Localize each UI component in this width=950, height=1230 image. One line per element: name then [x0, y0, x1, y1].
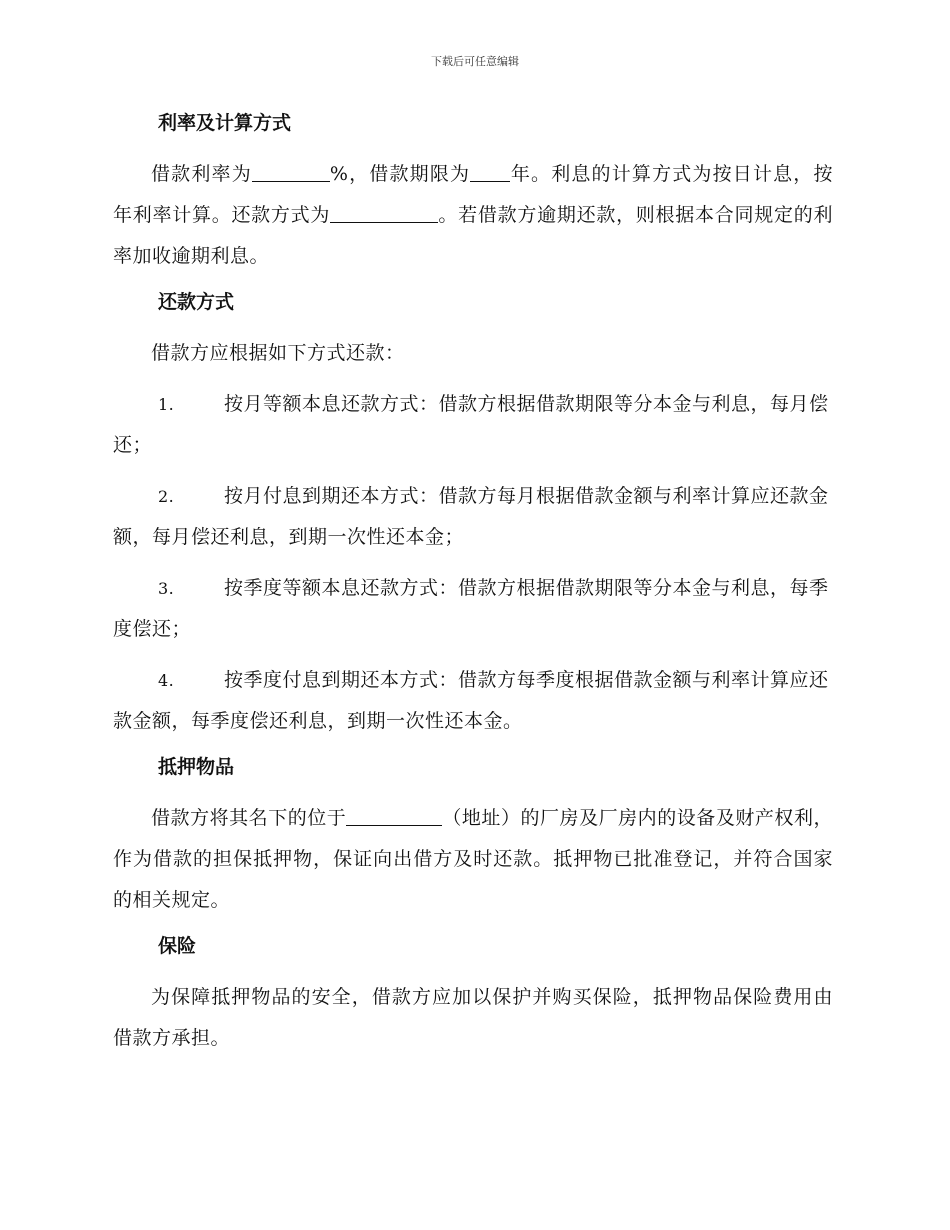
list-item-text: 按季度等额本息还款方式：借款方根据借款期限等分本金与利息，每季度偿还； — [113, 577, 829, 640]
interest-text-a: 借款利率为 — [151, 163, 252, 185]
page-header: 下载后可任意编辑 — [431, 55, 519, 68]
paragraph-collateral — [113, 798, 833, 921]
interest-rate-blank — [252, 161, 330, 182]
section-title-insurance: 保险 — [158, 935, 197, 957]
address-blank — [346, 805, 442, 826]
paragraph-interest — [113, 154, 833, 277]
list-item — [113, 384, 833, 466]
collateral-text-b: （地址）的厂房及厂房内的设备及财产权利，作为借款的担保抵押物，保证向出借方及时还款。抵押物已批准登记，并符合国家的相关规定。 — [113, 807, 833, 911]
collateral-text-a: 借款方将其名下的位于 — [151, 807, 347, 829]
list-item-text: 按月付息到期还本方式：借款方每月根据借款金额与利率计算应还款金额，每月偿还利息，到期一次性还本金； — [113, 485, 829, 548]
interest-text-c: 年。利息的计算方式为按日计息，按年利率计算。还款方式为 — [113, 163, 833, 226]
paragraph-insurance: 为保障抵押物品的安全，借款方应加以保护并购买保险，抵押物品保险费用由借款方承担。 — [113, 986, 833, 1049]
section-title-collateral: 抵押物品 — [158, 756, 235, 778]
interest-text-b: %，借款期限为 — [329, 163, 471, 185]
list-item-number: 1. — [158, 395, 175, 414]
list-item-number: 4. — [158, 671, 175, 690]
list-item — [113, 476, 833, 558]
list-item-number: 2. — [158, 487, 175, 506]
list-item-number: 3. — [158, 579, 175, 598]
section-title-repayment: 还款方式 — [158, 291, 235, 313]
loan-term-blank — [470, 161, 510, 182]
section-title-interest: 利率及计算方式 — [158, 112, 292, 134]
list-item-text: 按季度付息到期还本方式：借款方每季度根据借款金额与利率计算应还款金额，每季度偿还利息，到期一次性还本金。 — [113, 669, 829, 732]
list-item-text: 按月等额本息还款方式：借款方根据借款期限等分本金与利息，每月偿还； — [113, 393, 829, 456]
interest-text-d: 。若借款方逾期还款，则根据本合同规定的利率加收逾期利息。 — [113, 204, 833, 267]
paragraph-repayment-intro: 借款方应根据如下方式还款： — [151, 342, 405, 364]
list-item — [113, 660, 833, 742]
document-body — [113, 108, 833, 1069]
list-item — [113, 568, 833, 650]
repayment-method-blank — [330, 202, 438, 223]
